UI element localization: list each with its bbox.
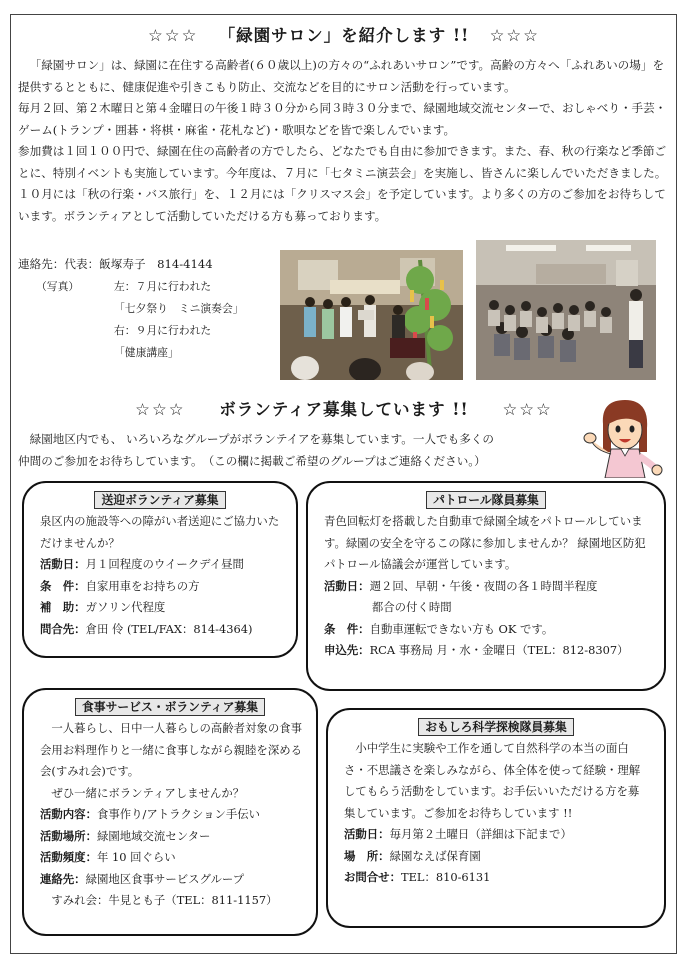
patrol-box-title: パトロール隊員募集 [426, 491, 546, 509]
field-label: お問合せ： [344, 870, 401, 884]
salon-section-title [0, 22, 688, 46]
list-item [40, 869, 304, 891]
field-value: 週２回、早朝・午後・夜間の各１時間半程度 [369, 578, 598, 593]
volunteer-intro-line: 仲間のご参加をお待ちしています。 （この欄に掲載ご希望のグループはご連絡ください。） [18, 453, 486, 468]
list-item [40, 826, 304, 848]
list-item [40, 597, 284, 619]
transport-desc: 泉区内の施設等への障がい者送迎にご協力いただけませんか？ [40, 514, 280, 550]
science-box-title: おもしろ科学探検隊員募集 [418, 718, 574, 736]
field-value: 倉田 伶 (TEL/FAX：814-4364) [85, 621, 253, 636]
field-value: TEL：810-6131 [400, 870, 491, 884]
meal-service-box [22, 688, 318, 936]
field-label: 活動日： [40, 557, 86, 571]
science-desc: 小中学生に実験や工作を通して自然科学の本当の面白さ・不思議さを楽しみながら、体全体を使って経験・理解してもらう活動をしています。お手伝いいただける方を募集しています。ご参加をお待ちしています !! [344, 741, 641, 820]
science-exploration-box [326, 708, 666, 928]
field-label: 活動日： [324, 578, 370, 593]
volunteer-title: ボランティア募集しています !! [219, 400, 469, 419]
field-label: 連絡先： [40, 871, 86, 886]
field-value: 自家用車をお持ちの方 [85, 578, 200, 593]
photo-caption [36, 276, 244, 364]
meal-desc: 一人暮らし、日中一人暮らしの高齢者対象の食事会用お料理作りと一緒に食事しながら親睦を深める会(すみれ会)です。 [40, 721, 302, 778]
caption-left-1: 左：７月に行われた [114, 280, 212, 293]
stars-right: ☆☆☆ [489, 26, 540, 45]
field-value: 緑園なえば保育園 [389, 848, 481, 863]
field-value: 都合の付く時間 [371, 600, 452, 614]
field-value: 月１回程度のウイークデイ昼間 [85, 557, 244, 571]
meal-desc: ぜひ一緒にボランティアしませんか？ [51, 785, 245, 800]
field-label: 活動日： [344, 827, 390, 841]
field-label: 条 件： [324, 621, 370, 636]
field-label: 活動内容： [40, 807, 97, 821]
salon-paragraph: 「緑園サロン」は、緑園に在住する高齢者(６０歳以上)の方々の“ふれあいサロン”です。高齢の方々へ「ふれあいの場」を提供するとともに、健康促進や引きこもり防止、交流などを目的にサロン活動を行っています。 [18, 58, 665, 94]
field-value: 食事作り/アトラクション手伝い [96, 807, 261, 821]
salon-contact: 連絡先：代表：飯塚寿子 814-4144 [18, 257, 213, 271]
list-item [324, 576, 648, 598]
list-item [344, 824, 648, 846]
volunteer-intro-line: 緑園地区内でも、 いろいろなグループがボランテイアを募集しています。一人でも多くの [18, 432, 495, 446]
field-value: 緑園地区食事サービスグループ [85, 871, 245, 886]
volunteer-intro [18, 429, 578, 472]
list-item [40, 576, 284, 598]
stars-left: ☆☆☆ [148, 26, 199, 45]
list-item [40, 847, 304, 869]
field-value: 緑園地域交流センター [96, 828, 211, 843]
list-item [344, 846, 648, 868]
photo-health-lecture [476, 240, 656, 380]
photo-tanabata-concert [280, 250, 463, 380]
field-label: 補 助： [40, 600, 86, 614]
transport-volunteer-box [22, 481, 298, 658]
field-label: 問合先： [40, 621, 86, 636]
field-value: 毎月第２土曜日（詳細は下記まで） [389, 827, 572, 841]
field-label: 申込先： [324, 643, 370, 657]
field-value: ガソリン代程度 [85, 600, 166, 614]
salon-paragraph: 参加費は１回１００円で、緑園在住の高齢者の方でしたら、どなたでも自由に参加できます。また、春、秋の行楽など季節ごとに、特別イベントも実施しています。今年度は、７月に「七タミニ演芸会」を実施し、皆さんに楽しんでいただきました。１０月には「秋の行楽・バス旅行」を、１２月には「クリスマス会」を予定しています。より多くの方のご参加をお待ちしています。ボランティアとして活動していただける方も募っております。 [18, 144, 667, 223]
caption-left-2: 「七夕祭り ミニ演奏会」 [114, 302, 244, 315]
patrol-desc: 青色回転灯を搭載した自動車で緑園全域をパトロールしています。緑園の安全を守るこの隊に参加しませんか？ 緑園地区防犯パトロール協議会が運営しています。 [324, 514, 646, 571]
salon-title: 「緑園サロン」を紹介します !! [218, 26, 470, 45]
volunteer-mascot-illustration [581, 394, 665, 478]
patrol-volunteer-box [306, 481, 666, 691]
list-item [324, 619, 648, 641]
list-item [344, 867, 648, 889]
stars-left: ☆☆☆ [135, 400, 186, 419]
list-item [40, 619, 284, 641]
stars-right: ☆☆☆ [502, 400, 553, 419]
field-label: 条 件： [40, 578, 86, 593]
list-item [324, 640, 648, 662]
field-value: RCA 事務局 月・水・金曜日（TEL：812-8307） [369, 643, 629, 657]
list-item [40, 804, 304, 826]
salon-paragraph: 毎月２回、第２木曜日と第４金曜日の午後１時３０分から同３時３０分まで、緑園地域交流センターで、おしゃべり・手芸・ゲーム(トランプ・囲碁・将棋・麻雀・花札など)・歌唄などを皆で楽しんでいます。 [18, 101, 667, 137]
photo-label: （写真） [36, 280, 80, 293]
caption-right-1: 右：９月に行われた [114, 324, 212, 337]
list-item [40, 554, 284, 576]
salon-intro [18, 55, 670, 227]
meal-box-title: 食事サービス・ボランティア募集 [75, 698, 265, 716]
field-label: 活動場所： [40, 828, 97, 843]
field-label: 場 所： [344, 848, 390, 863]
meal-contact-2: すみれ会：牛見とも子（TEL：811-1157） [51, 893, 278, 907]
transport-box-title: 送迎ボランティア募集 [94, 491, 225, 509]
field-value: 年 10 回ぐらい [96, 850, 176, 864]
field-label: 活動頻度： [40, 850, 97, 864]
caption-right-2: 「健康講座」 [114, 346, 179, 359]
field-value: 自動車運転できない方も OK です。 [369, 621, 554, 636]
